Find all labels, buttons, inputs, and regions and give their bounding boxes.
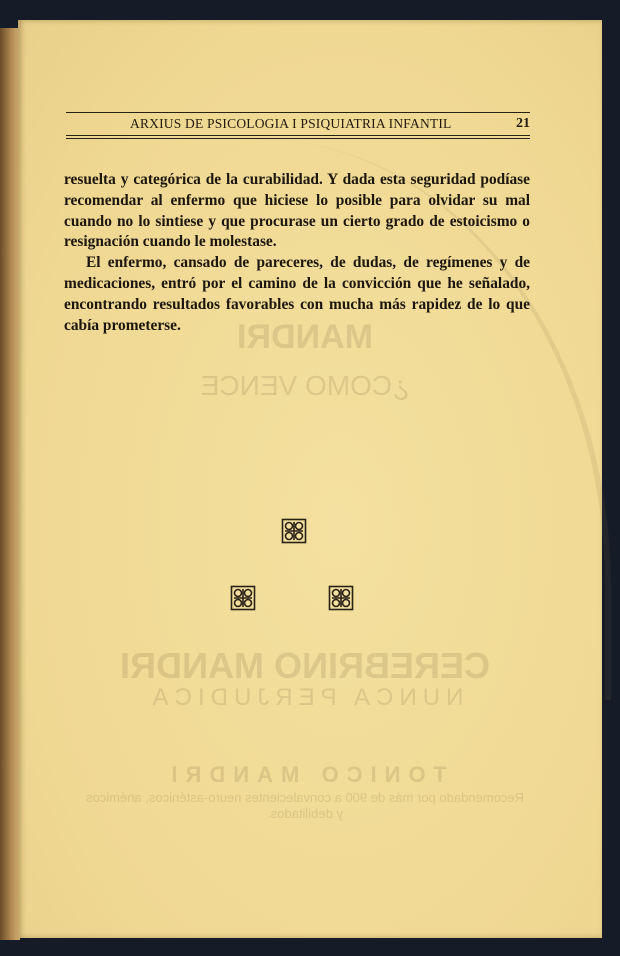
knot-ornament-icon [281, 518, 307, 544]
paragraph-2: El enfermo, cansado de pareceres, de dudas, de regímenes y de medicaciones, entró por el camino de la convicción que he señalado, encontrando resultados favorables con mucha más rapidez de lo que cabía prometerse. [64, 254, 530, 334]
show-through-line-2: ¿COMO VENCE [200, 370, 410, 401]
knot-ornament-icon [230, 585, 256, 611]
show-through-line-3: CEREBRINO MANDRI [120, 645, 491, 686]
body-text [64, 170, 530, 336]
header-rule-bottom-2 [66, 138, 530, 139]
show-through-line-4: NUNCA PERJUDICA [146, 684, 464, 711]
running-header-title: ARXIUS DE PSICOLOGIA I PSIQUIATRIA INFANTIL [130, 116, 452, 131]
paragraph-1: resuelta y categórica de la curabilidad. Y dada esta seguridad podíase recomendar al enfermo que hiciese lo posible para olvidar su mal cuando no lo sintiese y que procurase un cierto grado de estoicismo o resignación cuando le molestase. [64, 171, 530, 251]
knot-ornament-icon [328, 585, 354, 611]
book-left-edge [0, 28, 20, 940]
show-through-line-5: TONICO MANDRI [163, 762, 447, 787]
show-through-line-6: Recomendado por más de 900 a convalecientes neuro-asténicos, anémicos y debilitados. [86, 790, 524, 821]
header-rule-top [66, 112, 530, 113]
page-number: 21 [516, 116, 530, 131]
header-rule-bottom [66, 135, 530, 136]
show-through-line-1: MANDRI [237, 318, 373, 356]
